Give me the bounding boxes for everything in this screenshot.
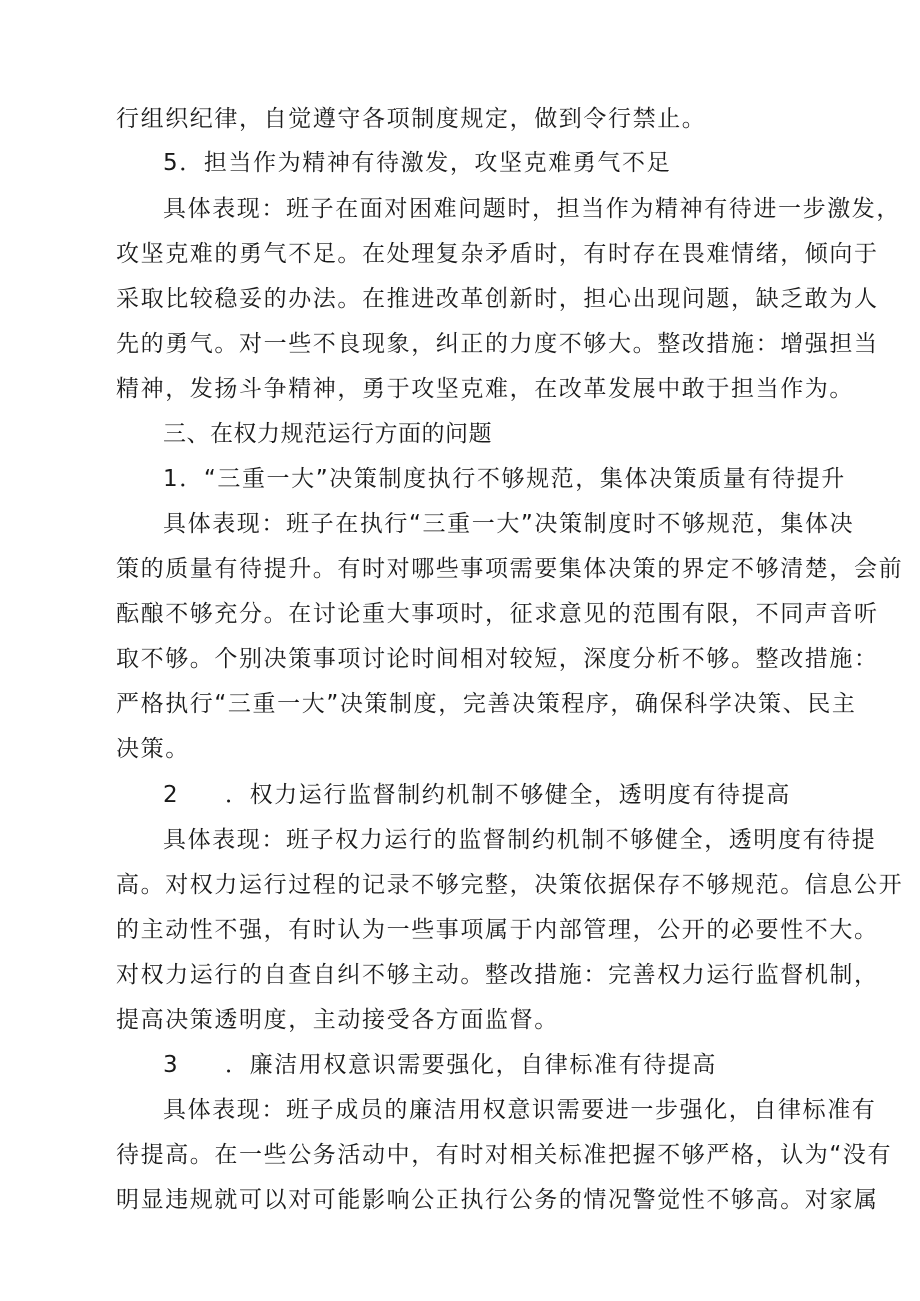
body-line: 精神，发扬斗争精神，勇于攻坚克难，在改革发展中敢于担当作为。: [116, 376, 854, 402]
subheading-2: [163, 780, 883, 810]
body-line: 具体表现：班子在执行“三重一大”决策制度时不够规范，集体决: [163, 511, 855, 537]
body-line: 明显违规就可以对可能影响公正执行公务的情况警觉性不够高。对家属: [116, 1187, 879, 1213]
body-line: 具体表现：班子成员的廉洁用权意识需要进一步强化，自律标准有: [163, 1097, 877, 1123]
body-line: 对权力运行的自查自纠不够主动。整改措施：完善权力运行监督机制，: [116, 962, 879, 988]
item-title: ．廉洁用权意识需要强化，自律标准有待提高: [225, 1052, 717, 1078]
body-line: 行组织纪律，自觉遵守各项制度规定，做到令行禁止。: [116, 106, 707, 132]
body-line: 具体表现：班子在面对困难问题时，担当作为精神有待进一步激发，: [163, 196, 901, 222]
item-number: 2: [163, 782, 180, 808]
body-line: 酝酿不够充分。在讨论重大事项时，征求意见的范围有限，不同声音听: [116, 601, 879, 627]
subheading-3: [163, 1050, 883, 1080]
body-line: 先的勇气。对一些不良现象，纠正的力度不够大。整改措施：增强担当: [116, 331, 879, 357]
body-line: 的主动性不强，有时认为一些事项属于内部管理，公开的必要性不大。: [116, 917, 879, 943]
body-line: 提高决策透明度，主动接受各方面监督。: [116, 1007, 559, 1033]
body-line: 决策。: [116, 736, 190, 762]
body-line: 高。对权力运行过程的记录不够完整，决策依据保存不够规范。信息公开: [116, 872, 904, 898]
body-line: 取不够。个别决策事项讨论时间相对较短，深度分析不够。整改措施：: [116, 646, 879, 672]
body-line: 待提高。在一些公务活动中，有时对相关标准把握不够严格，认为“没有: [116, 1142, 893, 1168]
body-line: 攻坚克难的勇气不足。在处理复杂矛盾时，有时存在畏难情绪，倾向于: [116, 241, 879, 267]
body-line: 具体表现：班子权力运行的监督制约机制不够健全，透明度有待提: [163, 827, 877, 853]
body-line: 严格执行“三重一大”决策制度，完善决策程序，确保科学决策、民主: [116, 691, 857, 717]
body-line: 策的质量有待提升。有时对哪些事项需要集体决策的界定不够清楚，会前: [116, 556, 904, 582]
item-title: ．权力运行监督制约机制不够健全，透明度有待提高: [225, 782, 791, 808]
body-line: 采取比较稳妥的办法。在推进改革创新时，担心出现问题，缺乏敢为人: [116, 286, 879, 312]
item-number: 3: [163, 1052, 180, 1078]
subheading-1: 1．“三重一大”决策制度执行不够规范，集体决策质量有待提升: [163, 466, 846, 492]
subheading-5: 5．担当作为精神有待激发，攻坚克难勇气不足: [163, 150, 672, 176]
section-heading: 三、在权力规范运行方面的问题: [163, 421, 492, 447]
